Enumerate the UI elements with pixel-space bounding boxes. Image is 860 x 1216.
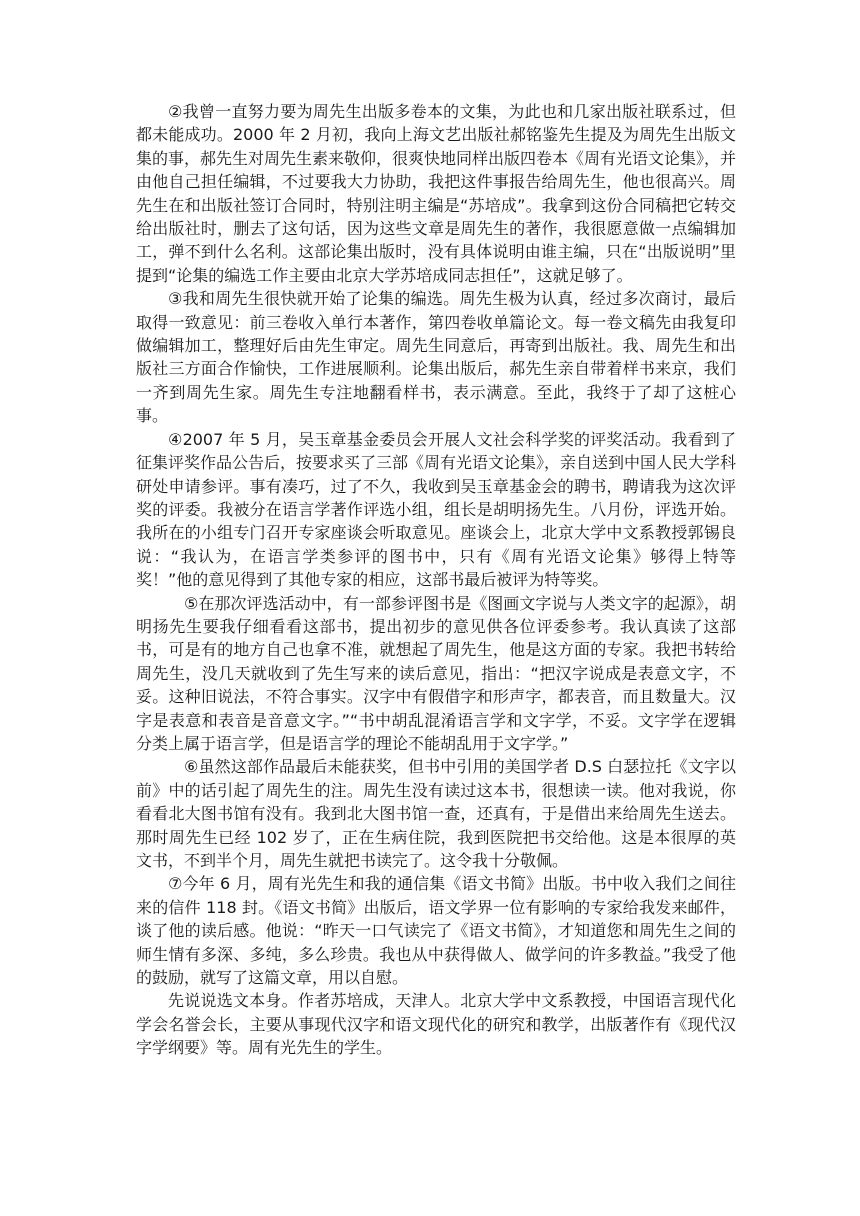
article-body — [136, 100, 736, 1060]
paragraph-5: ⑤在那次评选活动中，有一部参评图书是《图画文字说与人类文字的起源》，胡明扬先生要我仔细看看这部书，提出初步的意见供各位评委参考。我认真读了这部书，可是有的地方自己也拿不准，就想起了周先生，他是这方面的专家。我把书转给周先生，没几天就收到了先生写来的读后意见，指出：“把汉字说成是表意文字，不妥。这种旧说法，不符合事实。汉字中有假借字和形声字，都表音，而且数量大。汉字是表意和表音是音意文字。”“书中胡乱混淆语言学和文字学，不妥。文字学在逻辑分类上属于语言学，但是语言学的理论不能胡乱用于文字学。” — [136, 593, 736, 753]
paragraph-6: ⑥虽然这部作品最后未能获奖，但书中引用的美国学者 D.S 白瑟拉托《文字以前》中的话引起了周先生的注。周先生没有读过这本书，很想读一读。他对我说，你看看北大图书馆有没有。我到北大图书馆一查，还真有，于是借出来给周先生送去。那时周先生已经 102 岁了，正在生病住院，我到医院把书交给他。这是本很厚的英文书，不到半个月，周先生就把书读完了。这令我十分敬佩。 — [136, 757, 736, 870]
paragraph-7: ⑦今年 6 月，周有光先生和我的通信集《语文书简》出版。书中收入我们之间往来的信件 118 封。《语文书简》出版后，语文学界一位有影响的专家给我发来邮件，谈了他的读后感。他说：“昨天一口气读完了《语文书简》，才知道您和周先生之间的师生情有多深、多纯，多么珍贵。我也从中获得做人、做学问的许多教益。”我受了他的鼓励，就写了这篇文章，用以自慰。 — [136, 874, 736, 988]
paragraph-4: ④2007 年 5 月，吴玉章基金委员会开展人文社会科学奖的评奖活动。我看到了征集评奖作品公告后，按要求买了三部《周有光语文论集》，亲自送到中国人民大学科研处申请参评。事有凑巧，过了不久，我收到吴玉章基金会的聘书，聘请我为这次评奖的评委。我被分在语言学著作评选小组，组长是胡明扬先生。八月份，评选开始。我所在的小组专门召开专家座谈会听取意见。座谈会上，北京大学中文系教授郭锡良说：“我认为，在语言学类参评的图书中，只有《周有光语文论集》够得上特等奖！”他的意见得到了其他专家的相应，这部书最后被评为特等奖。 — [136, 429, 737, 590]
author-note: 先说说选文本身。作者苏培成，天津人。北京大学中文系教授，中国语言现代化学会名誉会长，主要从事现代汉字和语文现代化的研究和教学，出版著作有《现代汉字学纲要》等。周有光先生的学生。 — [136, 991, 736, 1058]
paragraph-3: ③我和周先生很快就开始了论集的编选。周先生极为认真，经过多次商讨，最后取得一致意见：前三卷收入单行本著作，第四卷收单篇论文。每一卷文稿先由我复印做编辑加工，整理好后由先生审定。周先生同意后，再寄到出版社。我、周先生和出版社三方面合作愉快，工作进展顺利。论集出版后，郝先生亲自带着样书来京，我们一齐到周先生家。周先生专注地翻看样书，表示满意。至此，我终于了却了这桩心事。 — [136, 289, 736, 426]
paragraph-2: ②我曾一直努力要为周先生出版多卷本的文集，为此也和几家出版社联系过，但都未能成功。2000 年 2 月初，我向上海文艺出版社郝铭鉴先生提及为周先生出版文集的事，郝先生对周先生素来敬仰，很爽快地同样出版四卷本《周有光语文论集》，并由他自己担任编辑，不过要我大力协助，我把这件事报告给周先生，他也很高兴。周先生在和出版社签订合同时，特别注明主编是“苏培成”。我拿到这份合同稿把它转交给出版社时，删去了这句话，因为这些文章是周先生的著作，我很愿意做一点编辑加工，弹不到什么名利。这部论集出版时，没有具体说明由谁主编，只在“出版说明”里提到“论集的编选工作主要由北京大学苏培成同志担任”，这就足够了。 — [136, 102, 737, 285]
